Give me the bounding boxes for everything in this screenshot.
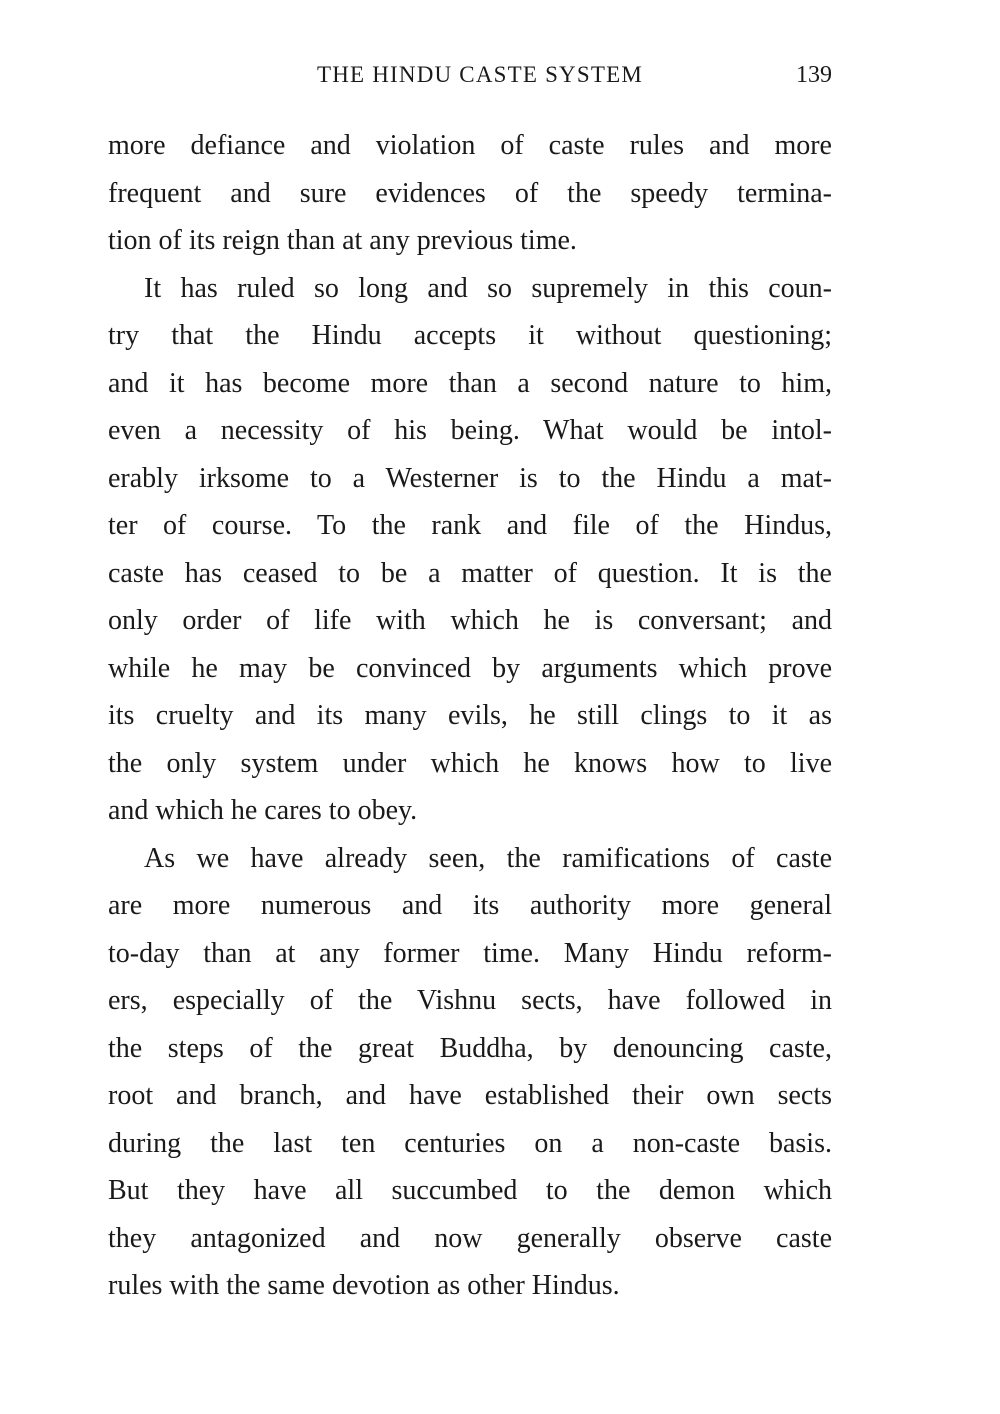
text-line: even a necessity of his being. What would be intol-: [108, 415, 832, 446]
page-number: 139: [796, 62, 832, 88]
body-text: [108, 122, 832, 1310]
text-line: root and branch, and have established their own sects: [108, 1080, 832, 1111]
text-line: As we have already seen, the ramifications of caste: [144, 842, 832, 874]
text-line: the only system under which he knows how to live: [108, 747, 832, 779]
text-line: caste has ceased to be a matter of question. It is the: [108, 557, 832, 589]
text-line: try that the Hindu accepts it without questioning;: [108, 320, 832, 351]
text-line: more defiance and violation of caste rules and more: [108, 130, 832, 161]
text-line: while he may be convinced by arguments which prove: [108, 652, 832, 684]
text-line: during the last ten centuries on a non-caste basis.: [108, 1127, 832, 1159]
text-line: to-day than at any former time. Many Hindu reform-: [108, 937, 832, 969]
text-line: and it has become more than a second nature to him,: [108, 367, 832, 399]
text-line: its cruelty and its many evils, he still clings to it as: [108, 700, 832, 731]
text-line: the steps of the great Buddha, by denouncing caste,: [108, 1032, 832, 1064]
text-line: ers, especially of the Vishnu sects, have followed in: [108, 985, 832, 1016]
text-line: tion of its reign than at any previous time.: [108, 225, 577, 256]
text-line: ter of course. To the rank and file of the Hindus,: [108, 510, 832, 541]
text-line: erably irksome to a Westerner is to the Hindu a mat-: [108, 462, 832, 494]
text-line: and which he cares to obey.: [108, 795, 418, 826]
text-line: they antagonized and now generally observe caste: [108, 1222, 832, 1254]
text-line: It has ruled so long and so supremely in this coun-: [144, 272, 832, 304]
running-head: [108, 62, 832, 98]
text-line: But they have all succumbed to the demon which: [108, 1175, 832, 1206]
text-line: are more numerous and its authority more general: [108, 890, 832, 921]
text-line: rules with the same devotion as other Hindus.: [108, 1270, 620, 1301]
text-line: frequent and sure evidences of the speedy termina-: [108, 177, 832, 209]
text-line: only order of life with which he is conversant; and: [108, 605, 832, 636]
running-title: THE HINDU CASTE SYSTEM: [316, 62, 644, 87]
